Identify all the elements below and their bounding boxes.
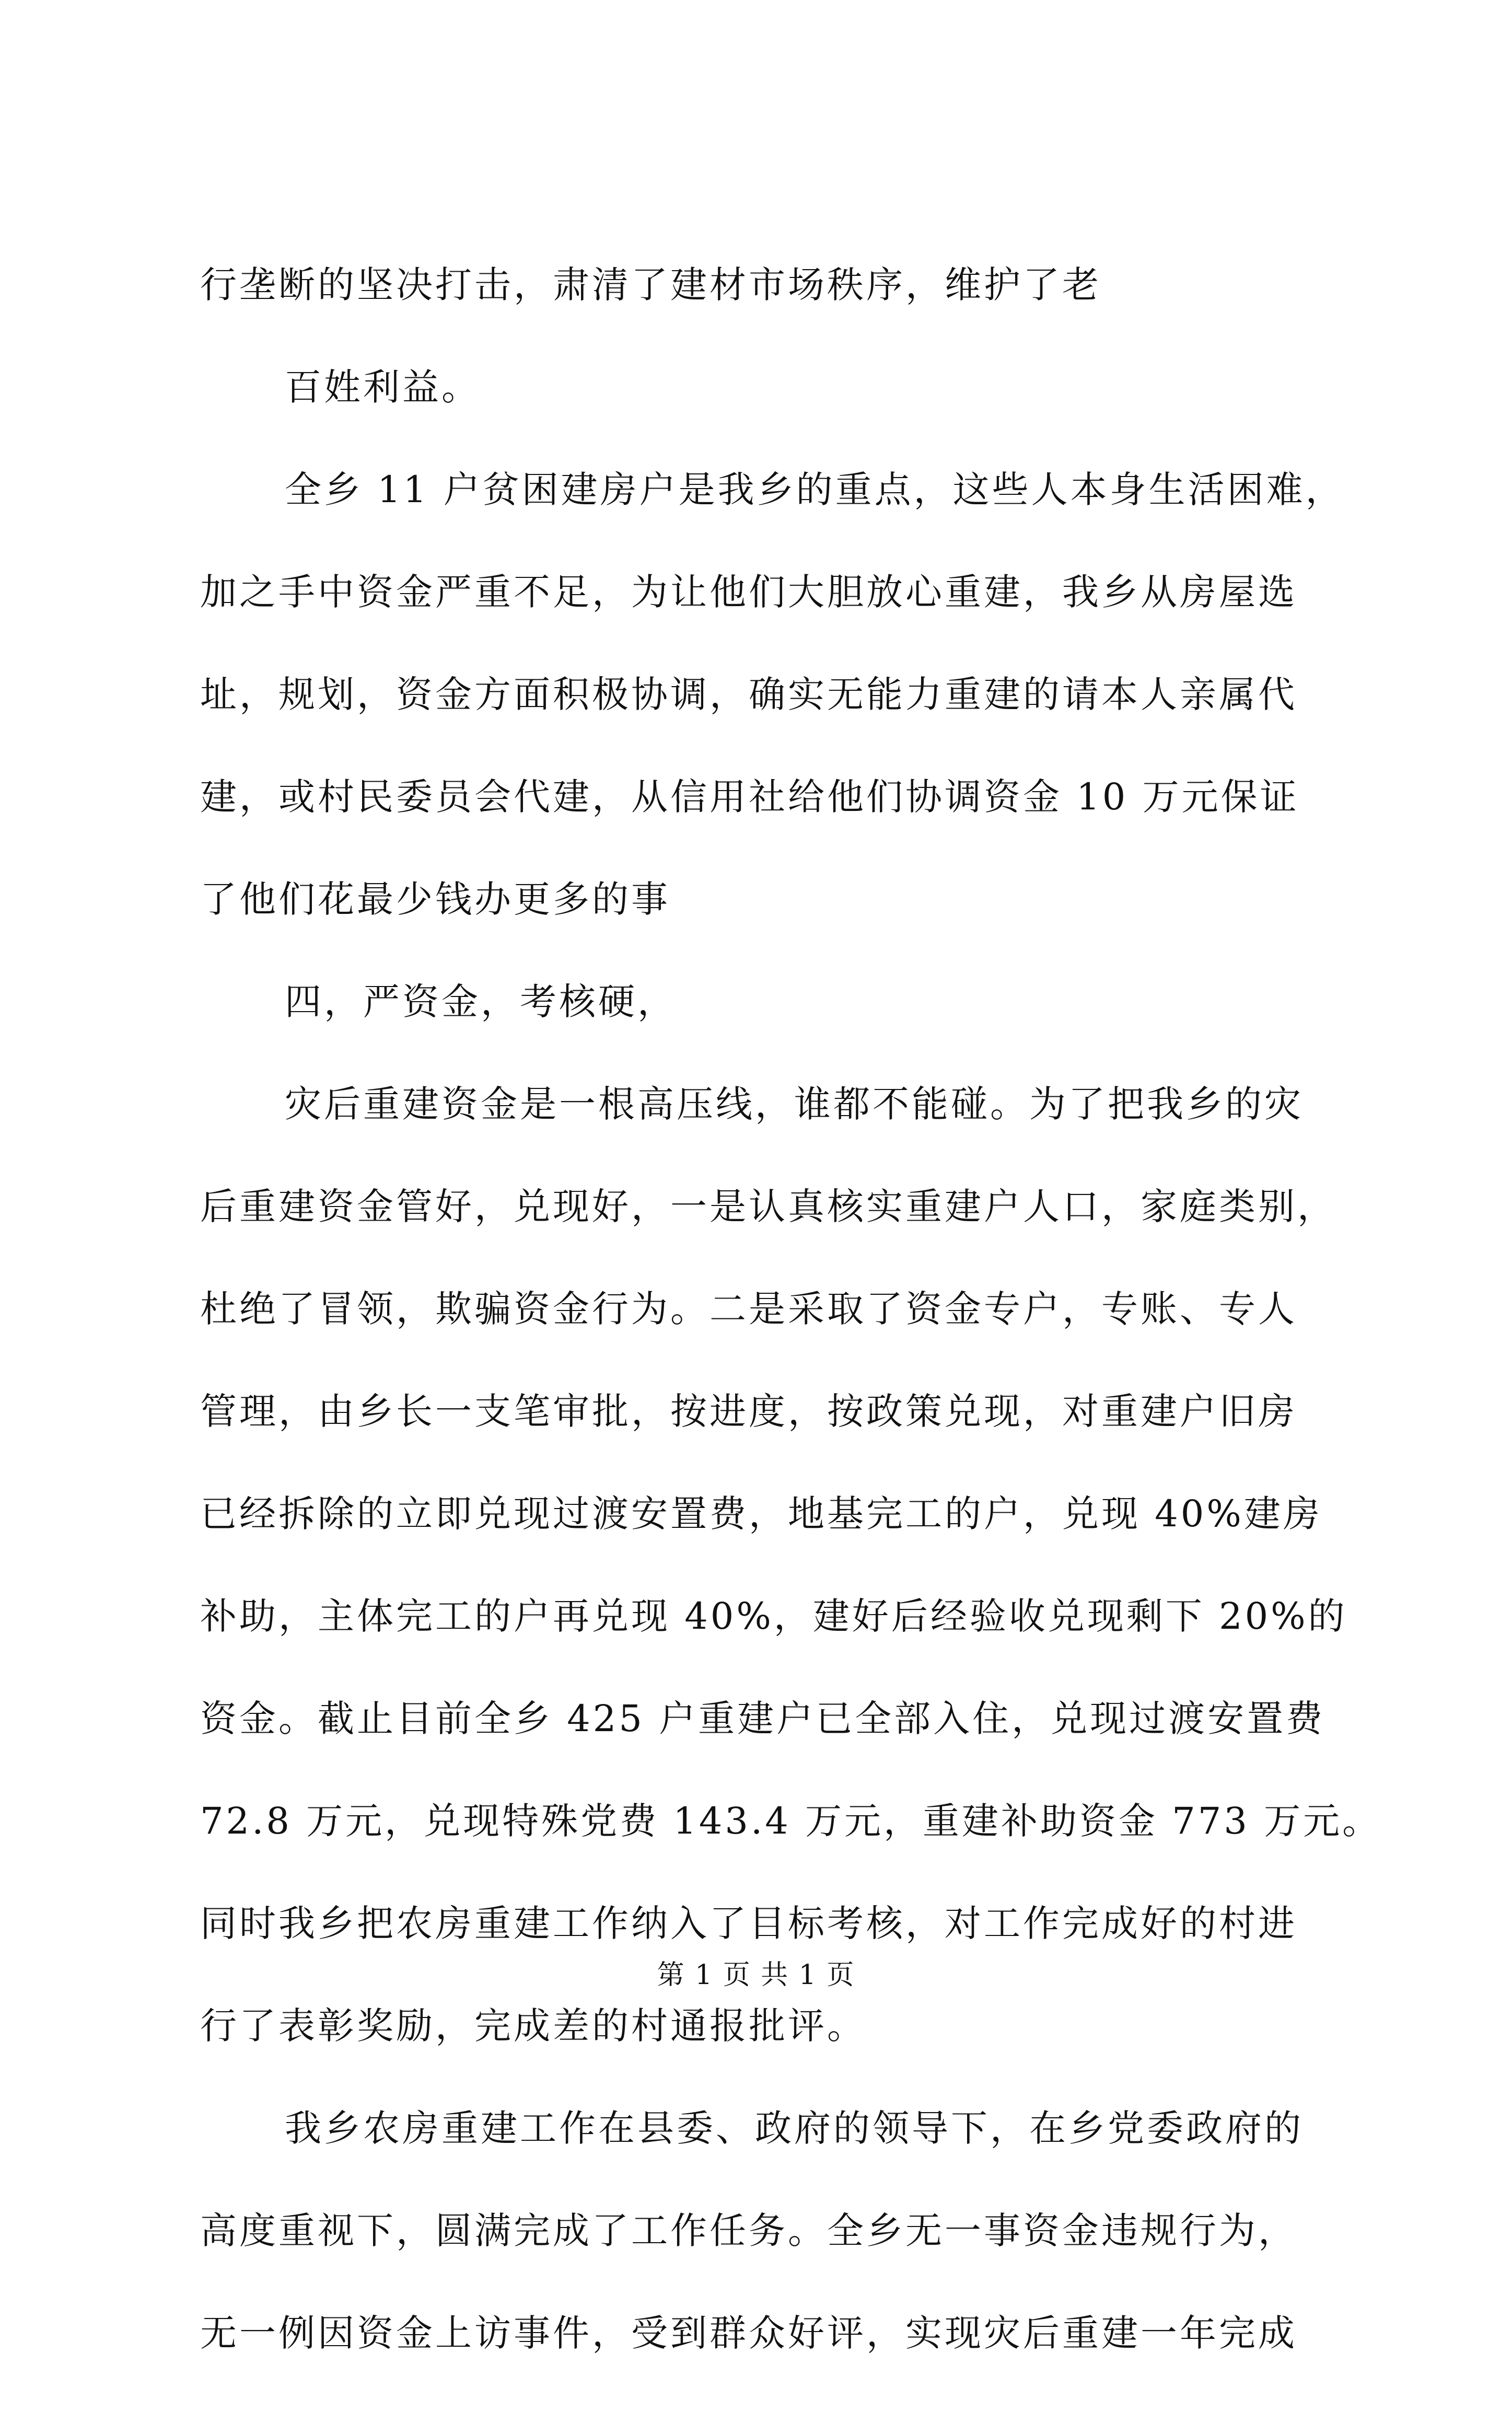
text-line: 我乡农房重建工作在县委、政府的领导下，在乡党委政府的 — [285, 2107, 1304, 2150]
text-line: 已经拆除的立即兑现过渡安置费，地基完工的户，兑现 40%建房 — [200, 1492, 1322, 1535]
text-line: 百姓利益。 — [285, 366, 481, 409]
text-line: 行了表彰奖励，完成差的村通报批评。 — [200, 2004, 866, 2047]
text-line: 资金。截止目前全乡 425 户重建户已全部入住，兑现过渡安置费 — [200, 1697, 1325, 1740]
text-line: 了他们花最少钱办更多的事 — [200, 878, 670, 921]
text-line: 杜绝了冒领，欺骗资金行为。二是采取了资金专户，专账、专人 — [200, 1288, 1297, 1330]
text-line: 无一例因资金上访事件，受到群众好评，实现灾后重建一年完成 — [200, 2312, 1297, 2355]
text-line: 同时我乡把农房重建工作纳入了目标考核，对工作完成好的村进 — [200, 1902, 1297, 1945]
text-line: 行垄断的坚决打击，肃清了建材市场秩序，维护了老 — [200, 263, 1101, 306]
text-line: 建，或村民委员会代建，从信用社给他们协调资金 10 万元保证 — [200, 775, 1299, 818]
text-line: 灾后重建资金是一根高压线，谁都不能碰。为了把我乡的灾 — [285, 1083, 1304, 1126]
text-line: 全乡 11 户贫困建房户是我乡的重点，这些人本身生活困难， — [285, 468, 1345, 511]
page-number-footer: 第 1 页 共 1 页 — [657, 1959, 855, 1991]
section-heading: 四，严资金，考核硬， — [285, 980, 677, 1023]
text-line: 72.8 万元，兑现特殊党费 143.4 万元，重建补助资金 773 万元。 — [200, 1800, 1382, 1842]
text-line: 补助，主体完工的户再兑现 40%，建好后经验收兑现剩下 20%的 — [200, 1595, 1347, 1638]
text-line: 加之手中资金严重不足，为让他们大胆放心重建，我乡从房屋选 — [200, 571, 1297, 613]
text-line: 高度重视下，圆满完成了工作任务。全乡无一事资金违规行为， — [200, 2209, 1297, 2252]
text-line: 址，规划，资金方面积极协调，确实无能力重建的请本人亲属代 — [200, 673, 1297, 716]
document-body — [200, 261, 1382, 2412]
text-line: 管理，由乡长一支笔审批，按进度，按政策兑现，对重建户旧房 — [200, 1390, 1297, 1433]
text-line: 后重建资金管好，兑现好，一是认真核实重建户人口，家庭类别， — [200, 1185, 1336, 1228]
